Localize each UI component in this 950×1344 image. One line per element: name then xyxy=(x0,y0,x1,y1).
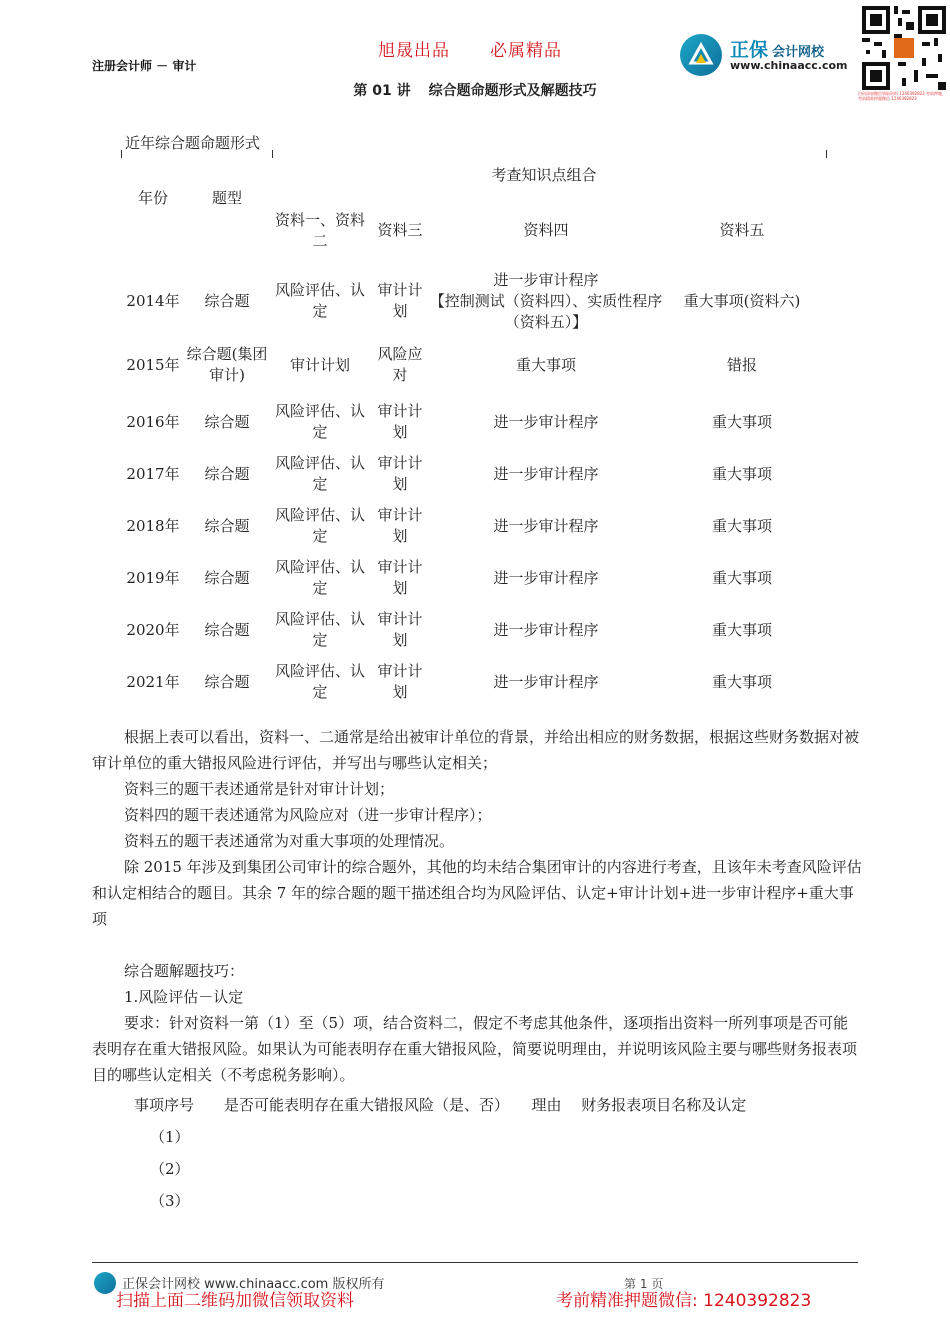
cell-type: 综合题 xyxy=(204,464,250,483)
cell-type: 综合题(集团审计) xyxy=(186,345,268,384)
table-header-row xyxy=(120,158,820,194)
cell-type: 综合题 xyxy=(204,291,250,310)
qr-code-icon xyxy=(862,6,946,90)
cell-material-4: 重大事项 xyxy=(515,355,576,374)
cell-material-5: 重大事项 xyxy=(711,568,772,587)
item-3: （3） xyxy=(150,1192,190,1210)
table-row xyxy=(120,396,820,448)
cell-type: 综合题 xyxy=(204,568,250,587)
logo-name xyxy=(730,35,824,62)
item-2: （2） xyxy=(150,1160,190,1178)
cell-material-3: 审计计划 xyxy=(377,662,423,701)
table-corner-tick xyxy=(826,150,827,158)
header-material-4: 资料四 xyxy=(523,221,569,240)
logo-url: www.chinaacc.com xyxy=(730,59,848,72)
cell-year: 2015年 xyxy=(126,355,180,374)
table-corner-tick xyxy=(272,150,273,158)
cell-material-3: 审计计划 xyxy=(377,610,423,649)
cell-material-1-2: 风险评估、认定 xyxy=(274,454,365,493)
footer-copyright: 正保会计网校 www.chinaacc.com 版权所有 xyxy=(122,1277,385,1292)
header-knowledge-group: 考查知识点组合 xyxy=(491,166,597,185)
cell-material-1-2: 风险评估、认定 xyxy=(274,558,365,597)
table-row xyxy=(120,334,820,396)
cell-material-1-2: 风险评估、认定 xyxy=(274,506,365,545)
chinaacc-logo xyxy=(680,32,860,80)
cell-material-5: 重大事项 xyxy=(711,516,772,535)
cell-material-1-2: 风险评估、认定 xyxy=(274,662,365,701)
cell-year: 2017年 xyxy=(126,464,180,483)
footer-page-number: 第 1 页 xyxy=(624,1277,664,1291)
table-row xyxy=(120,500,820,552)
cell-material-5: 错报 xyxy=(726,355,757,374)
summary-paragraph: 除 2015 年涉及到集团公司审计的综合题外，其他的均未结合集团审计的内容进行考查，且该年未考查风险评估和认定相结合的题目。其余 7 年的综合题的题干描述组合均为风险评估、认定+审计计划+进一步审计程序+重大事项 xyxy=(92,858,862,928)
cell-material-1-2: 审计计划 xyxy=(289,355,350,374)
table-row xyxy=(120,656,820,708)
cell-material-4: 进一步审计程序 xyxy=(493,672,599,691)
item-1: （1） xyxy=(150,1128,190,1146)
cell-material-1-2: 风险评估、认定 xyxy=(274,281,365,320)
footer-divider xyxy=(92,1262,858,1263)
slogan-left: 旭晟出品 xyxy=(378,41,450,61)
cell-material-4: 进一步审计程序 xyxy=(493,464,599,483)
logo-emblem-icon xyxy=(680,34,722,76)
cell-material-5: 重大事项 xyxy=(711,672,772,691)
cell-material-3: 审计计划 xyxy=(377,454,423,493)
cell-type: 综合题 xyxy=(204,412,250,431)
table-corner-tick xyxy=(121,150,122,158)
table-caption: 近年综合题命题形式 xyxy=(125,134,261,152)
cell-material-3: 审计计划 xyxy=(377,402,423,441)
header-subject: 注册会计师 － 审计 xyxy=(92,59,197,73)
cell-material-4: 进一步审计程序 xyxy=(493,412,599,431)
cell-material-1-2: 风险评估、认定 xyxy=(274,610,365,649)
table-row xyxy=(120,268,820,334)
logo-name-main: 正保 xyxy=(730,39,769,61)
footer-promo-right: 考前精准押题微信: 1240392823 xyxy=(556,1291,812,1311)
header-type: 题型 xyxy=(211,189,242,207)
cell-material-5: 重大事项(资料六) xyxy=(683,291,801,310)
cell-year: 2020年 xyxy=(126,620,180,639)
table-row xyxy=(120,448,820,500)
cell-year: 2021年 xyxy=(126,672,180,691)
cell-material-5: 重大事项 xyxy=(711,412,772,431)
analysis-paragraph: 根据上表可以看出，资料一、二通常是给出被审计单位的背景，并给出相应的财务数据，根据这些财务数据对被审计单位的重大错报风险进行评估，并写出与哪些认定相关； xyxy=(92,728,860,772)
header-material-5: 资料五 xyxy=(719,221,765,240)
cell-year: 2014年 xyxy=(126,291,180,310)
cell-material-4: 进一步审计程序 【控制测试（资料四）、实质性程序（资料五）】 xyxy=(429,270,663,331)
header-slogan xyxy=(378,36,562,61)
tip-1-requirement: 要求：针对资料一第（1）至（5）项，结合资料二，假定不考虑其他条件，逐项指出资料一所列事项是否可能表明存在重大错报风险。如果认为可能表明存在重大错报风险，简要说明理由，并说明该风险主要与哪些财务报表项目的哪些认定相关（不考虑税务影响）。 xyxy=(92,1014,858,1084)
cell-material-4: 进一步审计程序 xyxy=(493,568,599,587)
analysis-line-4: 资料四的题干表述通常为风险应对（进一步审计程序）； xyxy=(124,806,492,824)
slogan-right: 必属精品 xyxy=(490,41,562,61)
table-row xyxy=(120,552,820,604)
cell-material-5: 重大事项 xyxy=(711,464,772,483)
title-topic: 综合题命题形式及解题技巧 xyxy=(428,83,597,99)
page-title xyxy=(0,80,950,100)
footer-promo-left: 扫描上面二维码加微信领取资料 xyxy=(116,1291,354,1311)
footer-logo-icon xyxy=(94,1272,116,1294)
cell-material-3: 审计计划 xyxy=(377,281,423,320)
tips-title: 综合题解题技巧： xyxy=(124,962,245,980)
header-material-1-2: 资料一、资料二 xyxy=(274,210,365,250)
cell-material-4: 进一步审计程序 xyxy=(493,620,599,639)
cell-material-1-2: 风险评估、认定 xyxy=(274,402,365,441)
logo-name-sub: 会计网校 xyxy=(772,45,825,60)
cell-year: 2018年 xyxy=(126,516,180,535)
cell-year: 2019年 xyxy=(126,568,180,587)
cell-material-4: 进一步审计程序 xyxy=(493,516,599,535)
qr-caption: 扫码添加微信领取资料 1240392823 考前押题，考前精准押题微信 1240392823 xyxy=(858,91,946,101)
cell-material-3: 风险应对 xyxy=(377,345,423,384)
cell-type: 综合题 xyxy=(204,516,250,535)
analysis-line-5: 资料五的题干表述通常为对重大事项的处理情况。 xyxy=(124,832,455,850)
answer-header: 事项序号 是否可能表明存在重大错报风险（是、否） 理由 财务报表项目名称及认定 xyxy=(134,1096,747,1114)
exam-format-table xyxy=(120,158,820,708)
header-year: 年份 xyxy=(137,189,168,207)
table-row xyxy=(120,604,820,656)
cell-material-5: 重大事项 xyxy=(711,620,772,639)
cell-material-3: 审计计划 xyxy=(377,506,423,545)
cell-material-3: 审计计划 xyxy=(377,558,423,597)
tip-1-title: 1.风险评估－认定 xyxy=(124,988,244,1006)
cell-year: 2016年 xyxy=(126,412,180,431)
header-material-3: 资料三 xyxy=(377,221,423,240)
cell-type: 综合题 xyxy=(204,672,250,691)
analysis-line-3: 资料三的题干表述通常是针对审计计划； xyxy=(124,780,395,798)
title-lecture: 第 01 讲 xyxy=(353,83,411,99)
cell-type: 综合题 xyxy=(204,620,250,639)
